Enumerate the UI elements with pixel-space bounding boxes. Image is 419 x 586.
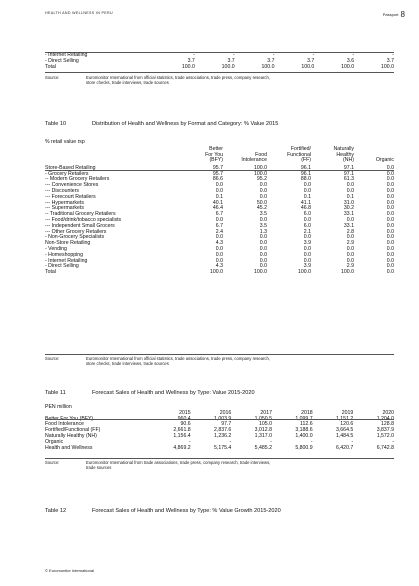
cell-value: 1,236.2 xyxy=(214,432,232,439)
cell-value: 3,664.5 xyxy=(335,427,354,434)
table11 xyxy=(45,411,394,451)
cell-value: 0.0 xyxy=(259,216,267,223)
cell-value: 4.3 xyxy=(215,263,223,270)
source-label: Source: xyxy=(45,75,60,80)
cell-value: 0.0 xyxy=(386,170,394,177)
cell-value: 95.2 xyxy=(256,176,267,183)
cell-value: - xyxy=(352,52,355,58)
row-label: --- Forecourt Retailers xyxy=(45,193,96,200)
table-row xyxy=(45,270,394,276)
cell-value: 0.0 xyxy=(386,240,394,247)
continued-table xyxy=(45,53,394,70)
row-label: - Direct Selling xyxy=(45,263,79,270)
cell-value: 0.0 xyxy=(386,193,394,200)
cell-value: 0.0 xyxy=(259,251,267,258)
cell-value: 100.0 xyxy=(221,63,235,70)
cell-value: 100.0 xyxy=(261,63,275,70)
cell-value: 3.6 xyxy=(346,57,355,64)
cell-value: 3.7 xyxy=(307,57,315,64)
cell-value: 0.0 xyxy=(303,234,311,241)
cell-value: 0.0 xyxy=(346,216,354,223)
source-line: store checks, trade interviews, trade sources xyxy=(86,361,169,366)
cell-value: 0.0 xyxy=(386,199,394,206)
row-label: - Internet Retailing xyxy=(45,257,88,264)
cell-value: 5,485.2 xyxy=(254,444,272,451)
row-label: - Internet Retailing xyxy=(45,52,88,58)
row-label: --- Hypermarkets xyxy=(45,199,84,206)
cell-value: 1,400.0 xyxy=(295,432,313,439)
source-note-3 xyxy=(45,460,270,470)
cell-value: 3,837.9 xyxy=(376,427,394,434)
cell-value: 0.1 xyxy=(215,193,223,200)
cell-value: 2,837.6 xyxy=(214,427,232,434)
table10-header-rule xyxy=(45,170,394,171)
table11-title xyxy=(45,390,255,396)
row-label: Non-Store Retailing xyxy=(45,240,91,247)
column-header-line: (FF) xyxy=(301,157,311,164)
cell-value: 0.0 xyxy=(386,182,394,189)
cell-value: 2.9 xyxy=(346,263,354,270)
source-line: trade sources xyxy=(86,465,112,470)
table12-title xyxy=(45,508,281,514)
column-header-line: Better xyxy=(209,146,223,152)
cell-value: 3.5 xyxy=(259,211,267,218)
cell-value: - xyxy=(270,438,272,445)
cell-value: 3.7 xyxy=(227,57,235,64)
column-header-line: Naturally xyxy=(333,146,354,152)
column-header: 2019 xyxy=(341,410,354,416)
cell-value: 1,572.0 xyxy=(376,432,394,439)
cell-value: 2.9 xyxy=(346,240,354,247)
cell-value: 0.0 xyxy=(259,240,267,247)
table11-header-rule xyxy=(45,419,394,420)
cell-value: 40.1 xyxy=(212,199,223,206)
column-header-line: Intolerance xyxy=(241,157,267,164)
column-header-line: (BFY) xyxy=(209,157,223,164)
column-header: 2015 xyxy=(179,410,191,416)
column-header xyxy=(267,147,311,165)
cell-value: 100.0 xyxy=(341,269,354,276)
source-line: store checks, trade interviews, trade sources xyxy=(86,80,169,85)
cell-value: 3.7 xyxy=(187,57,195,64)
column-header-line: Healthy xyxy=(336,151,354,158)
cell-value: 0.0 xyxy=(386,187,394,194)
cell-value: 3,012.8 xyxy=(254,427,272,434)
cell-value: 97.7 xyxy=(221,421,232,428)
cell-value: 0.0 xyxy=(346,187,354,194)
brand-label: Passport xyxy=(382,12,399,17)
cell-value: 0.0 xyxy=(259,245,267,252)
cell-value: 2.4 xyxy=(215,228,223,235)
cell-value: - xyxy=(232,52,235,58)
cell-value: 0.0 xyxy=(215,187,223,194)
row-label: - Direct Selling xyxy=(45,57,79,64)
table12-number: Table 12 xyxy=(45,508,67,514)
cell-value: 41.1 xyxy=(300,199,311,206)
cell-value: 45.2 xyxy=(256,205,267,212)
cell-value: 1,484.5 xyxy=(335,432,354,439)
table12-title-text: Forecast Sales of Health and Wellness by Type: % Value Growth 2015-2020 xyxy=(92,508,281,514)
cell-value: 0.0 xyxy=(346,251,354,258)
cell-value: 0.0 xyxy=(303,257,311,264)
cell-value: 4.3 xyxy=(215,240,223,247)
column-header-line: Food xyxy=(255,151,267,158)
cell-value: 1,003.9 xyxy=(214,415,232,422)
cell-value: 0.0 xyxy=(386,205,394,212)
cell-value: 0.0 xyxy=(386,245,394,252)
cell-value: 0.0 xyxy=(386,222,394,229)
cell-value: 2.8 xyxy=(346,228,354,235)
cell-value: 46.8 xyxy=(300,205,311,212)
column-header xyxy=(223,147,267,165)
source-line: Euromonitor International from official statistics, trade associations, trade press, company research, xyxy=(86,75,271,80)
page-label xyxy=(383,10,405,19)
top-bottom-rule xyxy=(45,72,394,73)
cell-value: 0.0 xyxy=(215,234,223,241)
cell-value: 0.0 xyxy=(303,245,311,252)
cell-value: 3.7 xyxy=(386,57,394,64)
cell-value: 3.9 xyxy=(303,263,311,270)
table10-bottom-rule xyxy=(45,354,394,355)
row-label: --- Food/drink/tobacco specialists xyxy=(45,216,122,223)
column-header xyxy=(175,147,223,165)
cell-value: 95.7 xyxy=(212,164,223,171)
cell-value: 96.1 xyxy=(300,164,311,171)
column-header-line: For You xyxy=(205,151,223,158)
row-label: --- Independent Small Grocers xyxy=(45,222,115,229)
table10-title xyxy=(45,121,278,127)
cell-value: 30.2 xyxy=(343,205,354,212)
cell-value: 0.0 xyxy=(215,257,223,264)
row-label: --- Supermarkets xyxy=(45,205,84,212)
column-header xyxy=(311,147,354,165)
cell-value: - xyxy=(351,438,354,445)
cell-value: - xyxy=(312,52,315,58)
cell-value: 1,204.0 xyxy=(376,415,394,422)
cell-value: 0.0 xyxy=(386,234,394,241)
cell-value: 0.0 xyxy=(259,193,267,200)
column-header: 2018 xyxy=(301,410,313,416)
table11-number: Table 11 xyxy=(45,390,66,396)
row-label: Total xyxy=(45,269,56,276)
report-title: HEALTH AND WELLNESS IN PERU xyxy=(45,11,113,15)
row-label: --- Discounters xyxy=(45,187,80,194)
column-header: 2016 xyxy=(219,410,232,416)
cell-value: 0.1 xyxy=(346,193,354,200)
row-label: - Grocery Retailers xyxy=(45,170,89,177)
cell-value: 0.0 xyxy=(259,263,267,270)
table10-unit: % retail value rsp xyxy=(45,139,85,145)
cell-value: 50.0 xyxy=(256,199,267,206)
cell-value: 33.1 xyxy=(343,222,354,229)
row-label: -- Modern Grocery Retailers xyxy=(45,176,110,183)
cell-value: 100.0 xyxy=(301,63,315,70)
column-header xyxy=(354,147,394,165)
cell-value: 0.0 xyxy=(386,176,394,183)
cell-value: 1,099.7 xyxy=(295,415,313,422)
cell-value: 5,800.9 xyxy=(295,444,313,451)
cell-value: 46.4 xyxy=(212,205,223,212)
row-label: - Homeshopping xyxy=(45,251,84,258)
cell-value: 100.0 xyxy=(254,269,267,276)
column-header: 2020 xyxy=(382,410,394,416)
source-label: Source: xyxy=(45,460,60,465)
source-note-2 xyxy=(45,356,270,366)
cell-value: 3.9 xyxy=(303,240,311,247)
cell-value: 0.0 xyxy=(259,257,267,264)
row-label: - Non-Grocery Specialists xyxy=(45,234,105,241)
cell-value: 0.0 xyxy=(386,228,394,235)
cell-value: 0.0 xyxy=(215,245,223,252)
cell-value: 0.0 xyxy=(346,257,354,264)
table11-bottom-rule xyxy=(45,458,394,459)
cell-value: 120.6 xyxy=(340,421,354,428)
cell-value: 100.0 xyxy=(298,269,311,276)
cell-value: 0.0 xyxy=(386,216,394,223)
cell-value: 3.5 xyxy=(259,222,267,229)
cell-value: 90.6 xyxy=(180,421,191,428)
cell-value: 0.0 xyxy=(215,251,223,258)
table11-title-text: Forecast Sales of Health and Wellness by Type: Value 2015-2020 xyxy=(92,390,255,396)
cell-value: 0.0 xyxy=(259,182,267,189)
source-note-1 xyxy=(45,75,270,85)
cell-value: 960.4 xyxy=(177,415,191,422)
row-label: Total xyxy=(45,63,56,70)
cell-value: 0.0 xyxy=(386,164,394,171)
table-row xyxy=(45,446,394,452)
cell-value: 2.1 xyxy=(303,228,311,235)
cell-value: 0.0 xyxy=(346,234,354,241)
row-label: - Vending xyxy=(45,245,67,252)
cell-value: 112.6 xyxy=(300,421,313,428)
cell-value: 97.1 xyxy=(343,164,354,171)
cell-value: 1,156.4 xyxy=(173,432,191,439)
cell-value: 0.0 xyxy=(303,251,311,258)
cell-value: - xyxy=(193,52,195,58)
cell-value: 105.0 xyxy=(258,421,272,428)
cell-value: 3,188.6 xyxy=(295,427,313,434)
cell-value: - xyxy=(392,52,394,58)
column-header-line: Functional xyxy=(287,151,311,158)
column-header-line: Fortified/ xyxy=(290,146,311,152)
cell-value: 0.0 xyxy=(215,182,223,189)
cell-value: 0.0 xyxy=(259,187,267,194)
cell-value: 6.0 xyxy=(303,222,311,229)
page-header xyxy=(45,6,405,22)
cell-value: 0.0 xyxy=(303,187,311,194)
cell-value: 4,869.2 xyxy=(173,444,191,451)
row-label: Fortified/Functional (FF) xyxy=(45,427,101,434)
cell-value: - xyxy=(272,52,275,58)
row-label: Health and Wellness xyxy=(45,444,93,451)
cell-value: 0.0 xyxy=(303,182,311,189)
cell-value: 0.1 xyxy=(303,193,311,200)
source-line: Euromonitor International from official statistics, trade associations, trade press, company research, xyxy=(86,356,271,361)
cell-value: - xyxy=(229,438,232,445)
row-label: Organic xyxy=(45,438,64,445)
cell-value: 100.0 xyxy=(341,63,355,70)
cell-value: 100.0 xyxy=(254,164,267,171)
source-line: Euromonitor International from trade associations, trade press, company research, trade interviews, xyxy=(86,460,271,465)
cell-value: 2,661.8 xyxy=(173,427,191,434)
cell-value: 0.0 xyxy=(386,251,394,258)
column-header-line: Organic xyxy=(375,157,394,164)
cell-value: 100.0 xyxy=(181,63,195,70)
cell-value: 0.0 xyxy=(386,257,394,264)
cell-value: 88.0 xyxy=(300,176,311,183)
table10-title-text: Distribution of Health and Wellness by Format and Category: % Value 2015 xyxy=(92,121,279,127)
cell-value: 1,317.0 xyxy=(254,432,272,439)
row-label: Food Intolerance xyxy=(45,421,84,428)
row-label: -- Traditional Grocery Retailers xyxy=(45,211,116,218)
cell-value: 31.0 xyxy=(343,199,354,206)
cell-value: - xyxy=(310,438,313,445)
cell-value: 0.0 xyxy=(346,245,354,252)
cell-value: 1.3 xyxy=(259,228,267,235)
cell-value: 6.7 xyxy=(215,211,223,218)
row-label: --- Convenience Stores xyxy=(45,182,99,189)
cell-value: 1,050.5 xyxy=(254,415,272,422)
cell-value: 100.0 xyxy=(210,269,223,276)
cell-value: 5,175.4 xyxy=(214,444,232,451)
cell-value: 0.0 xyxy=(386,269,394,276)
source-label: Source: xyxy=(45,356,60,361)
cell-value: - xyxy=(392,438,394,445)
cell-value: 128.8 xyxy=(381,421,394,428)
cell-value: 100.0 xyxy=(381,63,394,70)
cell-value: 0.0 xyxy=(215,216,223,223)
copyright-footer: © Euromonitor International xyxy=(45,568,94,573)
cell-value: 6,742.8 xyxy=(376,444,394,451)
column-header-line: (NH) xyxy=(343,157,354,164)
row-label: Naturally Healthy (NH) xyxy=(45,432,97,439)
column-header: 2017 xyxy=(260,410,272,416)
table10 xyxy=(45,147,394,276)
header-spacer xyxy=(45,147,175,165)
cell-value: 97.1 xyxy=(343,170,354,177)
cell-value: 33.1 xyxy=(343,211,354,218)
cell-value: 6.0 xyxy=(303,211,311,218)
cell-value: 6,420.7 xyxy=(335,444,354,451)
cell-value: 0.0 xyxy=(386,211,394,218)
cell-value: 96.1 xyxy=(300,170,311,177)
row-label: --- Other Grocery Retailers xyxy=(45,228,107,235)
cell-value: 61.3 xyxy=(343,176,354,183)
cell-value: 0.0 xyxy=(259,234,267,241)
cell-value: 100.0 xyxy=(254,170,267,177)
page-number: 8 xyxy=(400,10,405,19)
table11-unit: PEN million xyxy=(45,404,72,410)
cell-value: 86.6 xyxy=(212,176,223,183)
row-label: Store-Based Retailing xyxy=(45,164,96,171)
cell-value: 3.7 xyxy=(267,57,275,64)
cell-value: 6.7 xyxy=(215,222,223,229)
table10-number: Table 10 xyxy=(45,121,67,127)
row-label: Better For You (BFY) xyxy=(45,415,94,422)
cell-value: 0.0 xyxy=(303,216,311,223)
cell-value: 1,151.2 xyxy=(335,415,354,422)
cell-value: - xyxy=(188,438,191,445)
cell-value: 0.0 xyxy=(346,182,354,189)
cell-value: 0.0 xyxy=(386,263,394,270)
cell-value: 95.7 xyxy=(212,170,223,177)
table-row xyxy=(45,65,394,71)
